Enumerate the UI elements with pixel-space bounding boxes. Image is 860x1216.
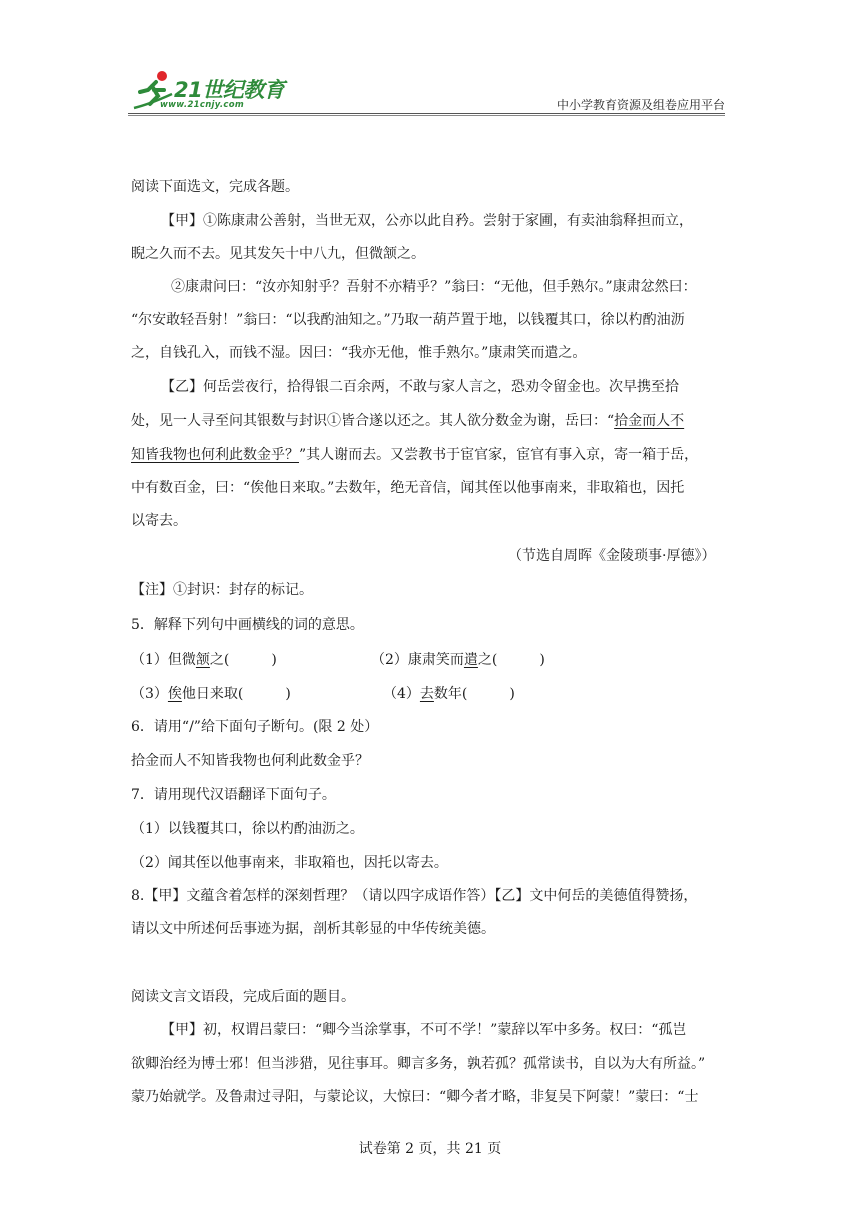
source-citation: （节选自周晖《金陵琐事·厚德》） [508,548,716,564]
yi-line3-text: ”其人谢而去。又尝教书于宦官家，宦官有事入京，寄一箱于岳， [299,447,699,463]
q5-item4 [383,685,515,703]
yi-line1: 【乙】何岳尝夜行，拾得银二百余两，不敢与家人言之，恐劝令留金也。次早携至拾 [161,379,679,395]
yi-line5: 以寄去。 [131,513,187,529]
q5-item4-suffix: 数年( ) [433,686,515,702]
q5-item2 [371,651,545,669]
jia-paragraph1-line2: 睨之久而不去。见其发矢十中八九，但微颔之。 [131,246,425,262]
yi-line2 [131,412,684,430]
q5-item3-word: 俟 [167,686,182,702]
question-8-line2: 请以文中所述何岳事迹为据，剖析其彰显的中华传统美德。 [131,921,495,937]
q5-item3 [131,685,291,703]
q5-item3-prefix: （3） [131,686,168,702]
question-6-text: 拾金而人不知皆我物也何利此数金乎？ [131,753,369,769]
yi-line2-underlined: 拾金而人不 [614,413,685,429]
yi-line3-underlined: 知皆我物也何利此数金乎？ [131,447,299,463]
jia-paragraph2-line3: 之，自钱孔入，而钱不湿。因曰：“我亦无他，惟手熟尔。”康肃笑而遣之。 [131,345,587,361]
jia-paragraph2-line1: ②康肃问曰：“汝亦知射乎？吾射不亦精乎？”翁曰：“无他，但手熟尔。”康肃忿然曰： [171,279,697,295]
jia-paragraph2-line2: “尔安敢轻吾射！”翁曰：“以我酌油知之。”乃取一葫芦置于地，以钱覆其口，徐以杓酌油沥 [131,312,685,328]
section1-intro: 阅读下面选文，完成各题。 [131,179,299,195]
question-6: 6．请用“/”给下面句子断句。(限 2 处） [131,719,379,735]
q5-item2-prefix: （2）康肃笑而 [371,652,464,668]
question-7: 7．请用现代汉语翻译下面句子。 [131,787,336,803]
question-5: 5．解释下列句中画横线的词的意思。 [131,617,364,633]
section2-intro: 阅读文言文语段，完成后面的题目。 [131,989,355,1005]
logo-text: 21世纪教育 [174,78,285,102]
question-7-item2: （2）闻其侄以他事南来，非取箱也，因托以寄去。 [131,855,448,871]
logo [128,68,303,114]
q5-item4-prefix: （4） [383,686,420,702]
section2-line2: 欲卿治经为博士邪！但当涉猎，见往事耳。卿言多务，孰若孤？孤常读书，自以为大有所益。” [131,1056,706,1072]
platform-title: 中小学教育资源及组卷应用平台 [556,98,725,112]
q5-item1-prefix: （1）但微 [131,652,196,668]
yi-line4: 中有数百金，曰：“俟他日来取。”去数年，绝无音信，闻其侄以他事南来，非取箱也，因托 [131,480,685,496]
q5-item1-word: 颔 [195,652,210,668]
page-footer: 试卷第 2 页，共 21 页 [358,1141,502,1157]
section2-line3: 蒙乃始就学。及鲁肃过寻阳，与蒙论议，大惊曰：“卿今者才略，非复吴下阿蒙！”蒙曰：“士 [131,1089,699,1105]
q5-item3-suffix: 他日来取( ) [181,686,291,702]
q5-item2-suffix: 之( ) [477,652,545,668]
q5-item1 [131,651,277,669]
q5-item4-word: 去 [419,686,434,702]
page-header [128,68,725,116]
jia-paragraph1-line1: 【甲】①陈康肃公善射，当世无双，公亦以此自矜。尝射于家圃，有卖油翁释担而立， [161,213,693,229]
header-rule-thin [128,115,725,116]
q5-item1-suffix: 之( ) [209,652,277,668]
yi-line2-text: 处，见一人寻至问其银数与封识①皆合遂以还之。其人欲分数金为谢，岳曰：“ [131,413,615,429]
section2-line1: 【甲】初，权谓吕蒙曰：“卿今当涂掌事，不可不学！”蒙辞以军中多务。权曰：“孤岂 [161,1022,687,1038]
yi-line3 [131,446,698,464]
question-8-line1: 8.【甲】文蕴含着怎样的深刻哲理？（请以四字成语作答）【乙】文中何岳的美德值得赞扬， [131,888,698,904]
question-7-item1: （1）以钱覆其口，徐以杓酌油沥之。 [131,821,364,837]
header-rule [128,113,725,114]
annotation-note: 【注】①封识：封存的标记。 [131,582,313,598]
q5-item2-word: 遣 [463,652,478,668]
logo-url: www.21cnjy.com [160,100,244,110]
